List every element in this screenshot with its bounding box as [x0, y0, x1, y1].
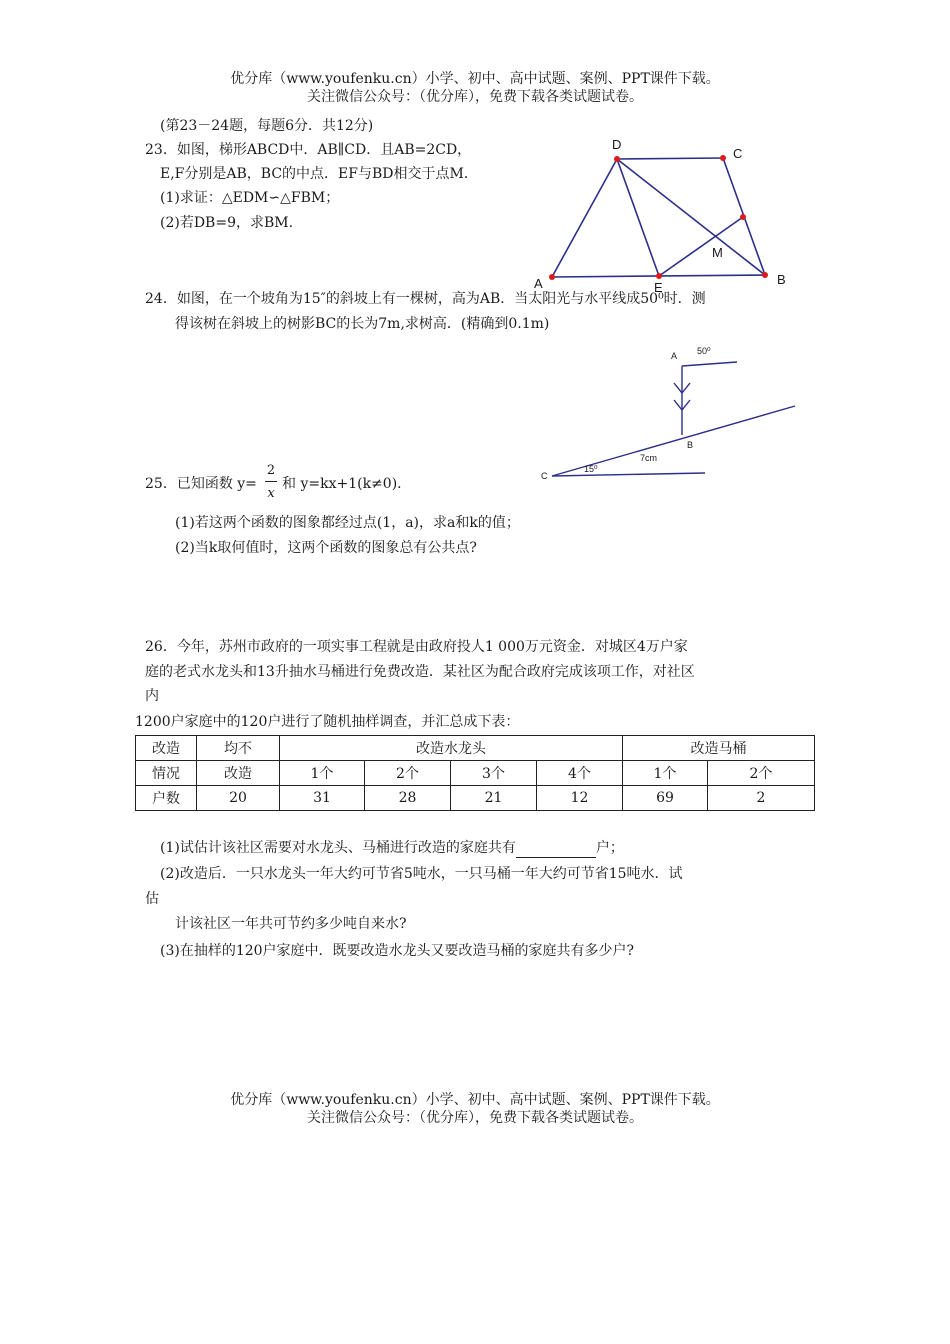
label-c: C: [733, 146, 743, 161]
label-a: A: [671, 351, 678, 361]
table-row: [136, 786, 815, 811]
header-line-1: 优分库（www.youfenku.cn）小学、初中、高中试题、案例、PPT课件下载。: [230, 71, 720, 87]
length-label: 7cm: [640, 453, 658, 463]
label-m: M: [712, 245, 723, 260]
faucet-sub-2: 2个: [365, 761, 451, 786]
value-toilet-2: 2: [708, 786, 815, 811]
footer-line-1: 优分库（www.youfenku.cn）小学、初中、高中试题、案例、PPT课件下载。: [230, 1092, 720, 1108]
value-faucet-3: 21: [451, 786, 537, 811]
q26-line-2: 庭的老式水龙头和13升抽水马桶进行免费改造．某社区为配合政府完成该项工作，对社区: [145, 664, 695, 680]
survey-table: [135, 735, 815, 811]
label-b: B: [777, 272, 786, 287]
q25-part-1: (1)若这两个函数的图象都经过点(1，a)，求a和k的值；: [175, 515, 520, 531]
horizontal-line: [552, 473, 705, 476]
angle-50-label: 50⁰: [697, 346, 711, 356]
segment-de: [617, 159, 659, 276]
q26-part-3: (3)在抽样的120户家庭中．既要改造水龙头又要改造马桶的家庭共有多少户?: [160, 943, 635, 959]
q26-part-2-c: 计该社区一年共可节约多少吨自来水?: [175, 916, 407, 932]
q23-part-1: (1)求证：△EDM∽△FBM；: [160, 190, 340, 206]
tree-slope-figure: [535, 340, 805, 490]
q26-line-3: 内: [145, 688, 159, 704]
q25-prefix: 25．已知函数 y=: [145, 476, 257, 492]
segment-ad: [552, 159, 617, 277]
q26-part-2-a: (2)改造后．一只水龙头一年大约可节省5吨水，一只马桶一年大约可节省15吨水．试: [160, 866, 683, 882]
header-gaizao-2: 改造: [197, 761, 280, 786]
q26-part-1-post: 户；: [595, 840, 624, 856]
header-gaizao: 改造: [136, 736, 197, 761]
q23-part-2: (2)若DB=9，求BM.: [160, 215, 294, 231]
q23-line-1: 23．如图，梯形ABCD中．AB∥CD．且AB=2CD，: [145, 142, 472, 158]
value-faucet-4: 12: [537, 786, 623, 811]
value-faucet-2: 28: [365, 786, 451, 811]
label-e: E: [654, 280, 663, 295]
point-f: [740, 214, 746, 220]
header-faucet: 改造水龙头: [280, 736, 623, 761]
value-none: 20: [197, 786, 280, 811]
header-jun: 均不: [197, 736, 280, 761]
table-header-row-1: [136, 736, 815, 761]
q25-part-2: (2)当k取何值时，这两个函数的图象总有公共点?: [175, 540, 477, 556]
label-b: B: [687, 440, 694, 450]
section-note: (第23－24题，每题6分．共12分): [160, 118, 374, 134]
faucet-sub-4: 4个: [537, 761, 623, 786]
point-d: [614, 156, 620, 162]
angle-15-label: 15⁰: [584, 464, 598, 474]
footer-line-2: 关注微信公众号：（优分库），免费下载各类试题试卷。: [307, 1110, 643, 1126]
header-qingkuang: 情况: [136, 761, 197, 786]
point-b: [762, 272, 768, 278]
value-faucet-1: 31: [280, 786, 365, 811]
toilet-sub-1: 1个: [623, 761, 708, 786]
q25-fraction-num: 2: [266, 463, 276, 478]
faucet-sub-1: 1个: [280, 761, 365, 786]
table-header-row-2: [136, 761, 815, 786]
q26-part-2-b: 估: [145, 891, 159, 907]
q23-line-2: E,F分别是AB，BC的中点．EF与BD相交于点M．: [160, 166, 478, 182]
header-toilet: 改造马桶: [623, 736, 815, 761]
q25-suffix: 和 y=kx+1(k≠0)．: [282, 476, 412, 492]
faucet-sub-3: 3个: [451, 761, 537, 786]
q26-part-1: [160, 838, 624, 858]
point-a: [549, 274, 555, 280]
point-c: [720, 155, 726, 161]
q24-line-1: 24．如图，在一个坡角为15″的斜坡上有一棵树，高为AB．当太阳光与水平线成50⁰时．测: [145, 291, 706, 307]
q24-line-2: 得该树在斜坡上的树影BC的长为7m,求树高．(精确到0.1m): [175, 316, 550, 332]
point-e: [656, 273, 662, 279]
segment-dc: [617, 158, 723, 159]
header-line-2: 关注微信公众号：（优分库），免费下载各类试题试卷。: [307, 89, 643, 105]
toilet-sub-2: 2个: [708, 761, 815, 786]
row-label: 户数: [136, 786, 197, 811]
label-d: D: [612, 137, 622, 152]
q25-fraction-den: x: [267, 486, 275, 501]
q26-part-1-pre: (1)试估计该社区需要对水龙头、马桶进行改造的家庭共有: [160, 840, 516, 856]
trapezoid-figure: [520, 135, 800, 295]
q26-line-1: 26．今年，苏州市政府的一项实事工程就是由政府投人1 000万元资金．对城区4万户家: [145, 639, 688, 655]
value-toilet-1: 69: [623, 786, 708, 811]
sun-ray-horizontal: [682, 362, 737, 366]
q26-line-4: 1200户家庭中的120户进行了随机抽样调查，并汇总成下表：: [135, 714, 520, 730]
answer-blank[interactable]: [516, 843, 596, 858]
label-a: A: [534, 276, 543, 291]
label-c: C: [541, 471, 548, 481]
fraction-bar: [265, 481, 277, 482]
